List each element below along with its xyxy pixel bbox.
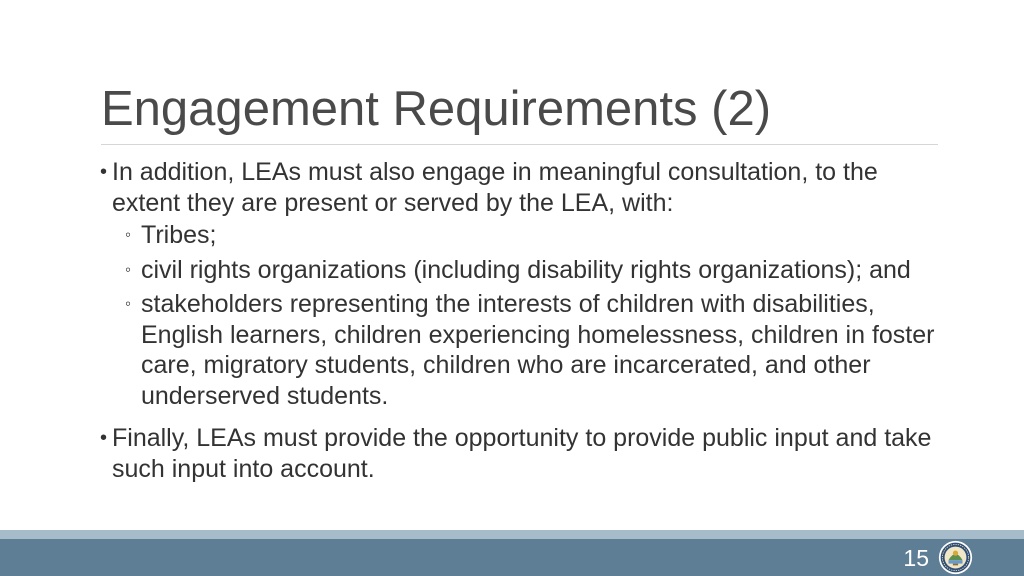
sub-bullet-item: ◦ stakeholders representing the interests of children with disabilities, English learners, children experiencing homelessness, children in foster care, migratory students, children who are incarcerated, and other underserved students. [112,289,940,411]
department-of-education-seal-icon [938,540,973,575]
sub-bullet-list [112,220,940,411]
sub-bullet-item: ◦ civil rights organizations (including disability rights organizations); and [112,255,940,286]
footer-accent-band [0,530,1024,539]
page-number: 15 [903,545,929,571]
bullet-item [100,423,940,484]
slide-title: Engagement Requirements (2) [101,82,772,136]
sub-bullet-item: ◦ Tribes; [112,220,940,251]
bullet-text: Finally, LEAs must provide the opportunity to provide public input and take such input into account. [112,424,932,483]
bullet-item [100,157,940,411]
footer-band [0,539,1024,576]
bullet-text: In addition, LEAs must also engage in meaningful consultation, to the extent they are present or served by the LEA, with: [112,158,878,217]
slide-content [100,157,940,484]
title-divider [101,144,938,145]
